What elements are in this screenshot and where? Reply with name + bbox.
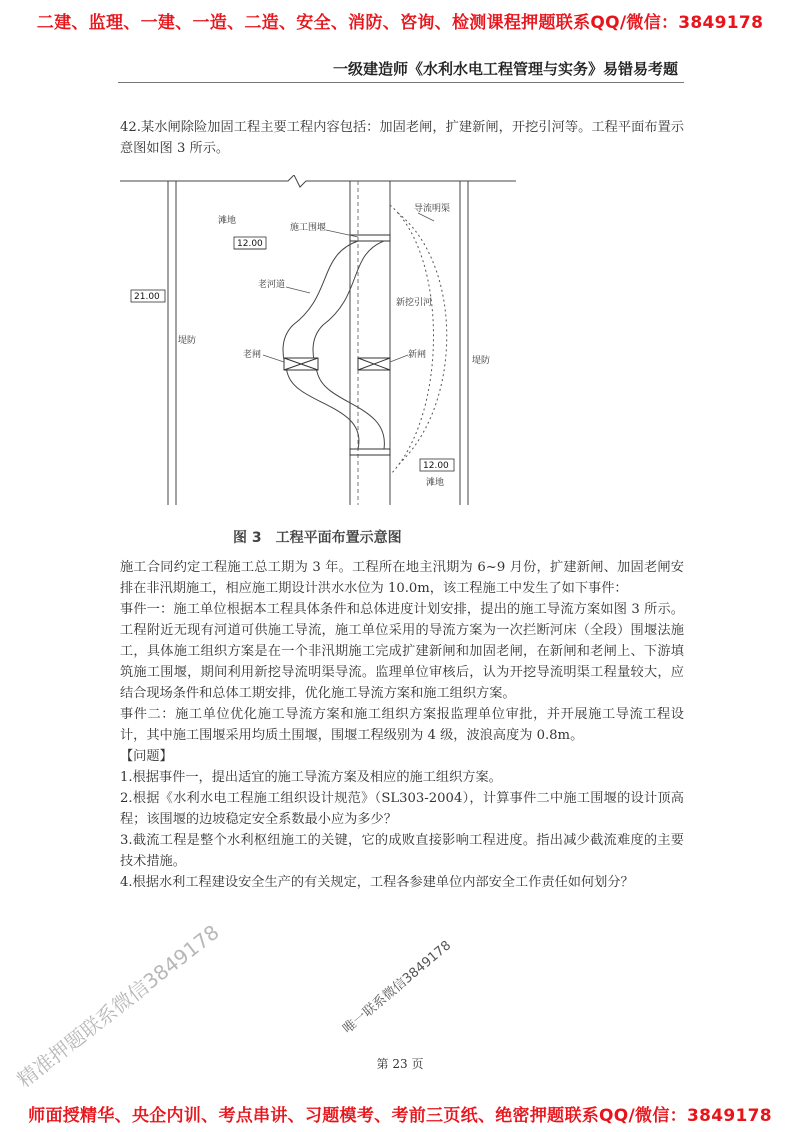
question-item: 3.截流工程是整个水利枢纽施工的关键，它的成败直接影响工程进度。指出减少截流难度的主要技术措施。 (120, 833, 684, 869)
old-gate (284, 358, 318, 370)
label-old-channel: 老河道 (258, 280, 286, 290)
question-item: 4.根据水利工程建设安全生产的有关规定，工程各参建单位内部安全工作责任如何划分？ (120, 875, 634, 890)
label-levee-left: 堤防 (178, 336, 197, 346)
cofferdam-downstream (350, 449, 390, 455)
header-title: 一级建造师《水利水电工程管理与实务》易错易考题 (332, 60, 678, 78)
label-levee-right: 堤防 (472, 356, 491, 366)
question-item: 1.根据事件一，提出适宜的施工导流方案及相应的施工组织方案。 (120, 770, 502, 785)
levee-right (460, 181, 468, 505)
figure-caption: 图 3 工程平面布置示意图 (233, 530, 402, 546)
old-channel (283, 241, 359, 449)
elevation-levee: 21.00 (134, 292, 160, 302)
elevation-bottom: 12.00 (423, 461, 449, 471)
cofferdam-upstream (350, 235, 390, 241)
bottom-banner: 师面授精华、央企内训、考点串讲、习题模考、考前三页纸、绝密押题联系QQ/微信：3849178 (28, 1106, 772, 1126)
watermark-center: 唯一联系微信3849178 (340, 938, 455, 1037)
levee-left (168, 181, 176, 505)
label-beach-top: 滩地 (218, 216, 237, 226)
label-diversion-channel: 导流明渠 (414, 204, 451, 214)
label-cofferdam: 施工围堰 (290, 223, 327, 233)
watermark-left: 精准押题联系微信3849178 (12, 919, 224, 1093)
questions-heading: 【问题】 (120, 749, 173, 764)
top-banner: 二建、监理、一建、一造、二造、安全、消防、咨询、检测课程押题联系QQ/微信：3849178 (36, 13, 764, 33)
label-old-gate: 老闸 (243, 350, 262, 360)
diversion-channel (390, 205, 434, 475)
elevation-top: 12.00 (237, 239, 263, 249)
paragraph: 事件二：施工单位优化施工导流方案和施工组织方案报监理单位审批，并开展施工导流工程设计，其中施工围堰采用均质土围堰，围堰工程级别为 4 级，波浪高度为 0.8m。 (120, 707, 684, 743)
header-divider (118, 82, 684, 83)
layout-diagram (118, 175, 518, 515)
label-beach-bottom: 滩地 (426, 478, 445, 488)
new-gate (358, 358, 390, 370)
page-number: 第 23 页 (376, 1057, 424, 1071)
paragraph: 事件一：施工单位根据本工程具体条件和总体进度计划安排，提出的施工导流方案如图 3 所示。工程附近无现有河道可供施工导流，施工单位采用的导流方案为一次拦断河床（全段）围堰法施工，具体施工组织方案是在一个非汛期施工完成扩建新闸和加固老闸，在新闸和老闸上、下游填筑施工围堰，期间利用新挖导流明渠导流。监理单位审核后，认为开挖导流明渠工程量较大，应结合现场条件和总体工期安排，优化施工导流方案和施工组织方案。 (120, 602, 684, 701)
paragraph: 施工合同约定工程施工总工期为 3 年。工程所在地主汛期为 6~9 月份，扩建新闸、加固老闸安排在非汛期施工，相应施工期设计洪水水位为 10.0m，该工程施工中发生了如下事件： (120, 560, 684, 596)
question-intro: 42.某水闸除险加固工程主要工程内容包括：加固老闸，扩建新闸，开挖引河等。工程平面布置示意图如图 3 所示。 (120, 120, 684, 156)
question-item: 2.根据《水利水电工程施工组织设计规范》（SL303-2004），计算事件二中施工围堰的设计顶高程；该围堰的边坡稳定安全系数最小应为多少？ (120, 791, 684, 827)
label-new-gate: 新闸 (408, 350, 427, 360)
label-new-channel: 新挖引河 (396, 298, 433, 308)
question-body (120, 557, 684, 893)
